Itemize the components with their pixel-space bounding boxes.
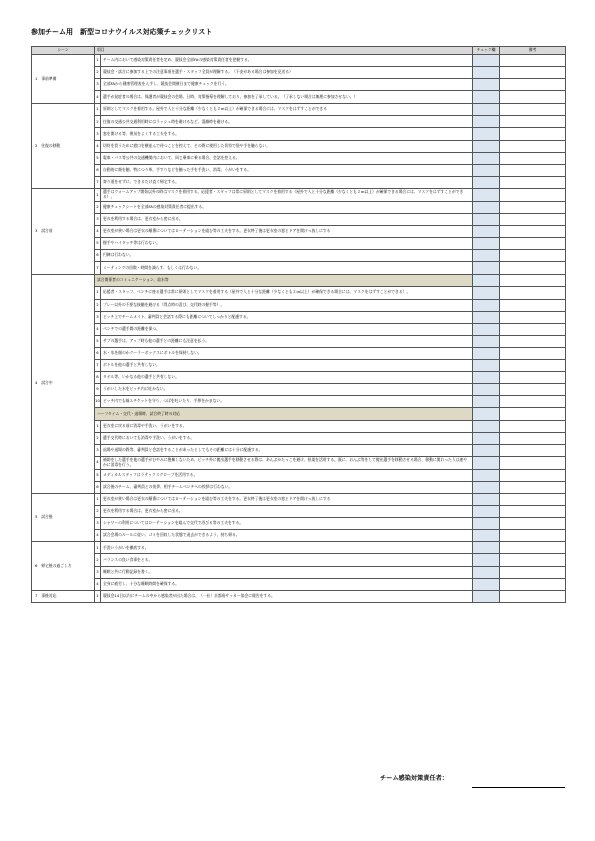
item-number: 1 (95, 55, 101, 67)
item-text: 原則としてマスクを着用する。屋外で人と十分な距離（少なくとも２ｍ以上）が確保できる場合には、マスクをはずすことができる (101, 104, 473, 116)
item-text: 選手交代時においても消毒や手洗い、うがいをする。 (101, 432, 473, 444)
note-cell[interactable] (500, 469, 566, 481)
note-cell[interactable] (500, 238, 566, 250)
item-number: 2 (95, 506, 101, 518)
check-cell[interactable] (473, 250, 500, 262)
note-cell[interactable] (500, 188, 566, 201)
note-cell[interactable] (500, 578, 566, 590)
item-text: 補助をした選手を他の選手がむやみに抱擁しないため、ピッチ外に搬出選手を移動させる際は、あんぷかたっこを避け、担架を活用する。既に、おんぶ等をして搬出選手を移動させる場合、移動に関わった人は速やかに消毒を行う。 (101, 456, 473, 469)
table-row (32, 311, 566, 323)
item-number: 10 (95, 396, 101, 408)
item-number: 4 (95, 140, 101, 152)
check-cell[interactable] (473, 347, 500, 359)
item-number: 6 (95, 250, 101, 262)
subheader-row (32, 274, 566, 286)
item-text: ベンチでの選手間の距離を保つ。 (101, 323, 473, 335)
check-cell[interactable] (473, 590, 500, 602)
item-text: 往復の交通公共交通利用時にはラッシュ時を避けるなど、混雑時を避ける。 (101, 116, 473, 128)
item-text: 選手はウォームアップ開始以外の時はマスクを着用する。応援者・スタッフは常に原則としてマスクを着用する（屋外で人と十分な距離（少なくとも２ｍ以上）が確保できる場合には、マスクをはずすことができる）。 (101, 188, 473, 201)
item-number: 2 (95, 432, 101, 444)
check-cell[interactable] (473, 311, 500, 323)
check-cell[interactable] (473, 542, 500, 554)
table-row (32, 554, 566, 566)
document-title: 参加チーム用 新型コロナウイルス対応策チェックリスト (31, 28, 213, 36)
item-number: 2 (95, 116, 101, 128)
item-text: 切符を買うために窓口を横並んで待つことを控えて、その際に使用した切符で袋や手を触らない。 (101, 140, 473, 152)
note-cell[interactable] (500, 408, 566, 420)
check-cell[interactable] (473, 494, 500, 506)
item-number: 1 (95, 188, 101, 201)
item-number: 2 (95, 299, 101, 311)
item-number: 3 (95, 214, 101, 226)
table-row (32, 128, 566, 140)
check-cell[interactable] (473, 286, 500, 299)
item-text: 手洗いうがいを徹底する。 (101, 542, 473, 554)
item-text: タオル等、いかなる他の選手と共有しない。 (101, 372, 473, 384)
note-cell[interactable] (500, 55, 566, 67)
table-row (32, 494, 566, 506)
item-text: ピッチ上でチームメイト、審判員と会話する際にも距離についてしっかりと配慮する。 (101, 311, 473, 323)
note-cell[interactable] (500, 518, 566, 530)
table-row (32, 201, 566, 213)
note-cell[interactable] (500, 226, 566, 238)
check-cell[interactable] (473, 578, 500, 590)
note-cell[interactable] (500, 323, 566, 335)
note-cell[interactable] (500, 116, 566, 128)
check-cell[interactable] (473, 67, 500, 79)
check-cell[interactable] (473, 299, 500, 311)
item-text: メディカルスタッフはラテックスグローブを活用する。 (101, 469, 473, 481)
item-number: 3 (95, 311, 101, 323)
note-cell[interactable] (500, 79, 566, 91)
check-cell[interactable] (473, 456, 500, 469)
table-row (32, 262, 566, 274)
item-number: 5 (95, 469, 101, 481)
item-number: 2 (95, 67, 101, 79)
note-cell[interactable] (500, 67, 566, 79)
item-number: 1 (95, 542, 101, 554)
check-cell[interactable] (473, 91, 500, 104)
table-row (32, 506, 566, 518)
check-cell[interactable] (473, 420, 500, 432)
note-cell[interactable] (500, 347, 566, 359)
scene-label: 6 帰宅後の過ごし方 (32, 542, 95, 590)
note-cell[interactable] (500, 542, 566, 554)
note-cell[interactable] (500, 311, 566, 323)
item-number: 7 (95, 176, 101, 188)
item-number: 3 (95, 444, 101, 456)
item-number: 6 (95, 164, 101, 176)
check-cell[interactable] (473, 481, 500, 493)
check-cell[interactable] (473, 530, 500, 542)
table-row (32, 238, 566, 250)
table-row (32, 214, 566, 226)
note-cell[interactable] (500, 566, 566, 578)
check-cell[interactable] (473, 360, 500, 372)
table-row (32, 250, 566, 262)
table-row (32, 299, 566, 311)
check-cell[interactable] (473, 432, 500, 444)
scene-label: 5 試合後 (32, 494, 95, 542)
item-text: 寄り道をせずに、できるだけ直ぐ帰宅する。 (101, 176, 473, 188)
table-row (32, 91, 566, 104)
item-text: チーム内において感染対策責任者を定め、競技会全部FAの感染対策責任者を把握する。 (101, 55, 473, 67)
note-cell[interactable] (500, 201, 566, 213)
note-cell[interactable] (500, 530, 566, 542)
note-cell[interactable] (500, 444, 566, 456)
check-cell[interactable] (473, 238, 500, 250)
item-text: サブの選手は、アップ時も他の選手との距離にも注意を払う。 (101, 335, 473, 347)
item-text: 睡眠と共に行動記録を書く。 (101, 566, 473, 578)
scene-label: 3 試合前 (32, 188, 95, 274)
item-text: シャワーの利用についてはローテーションを組んで交代で浴びる等の工夫をする。 (101, 518, 473, 530)
item-number: 4 (95, 578, 101, 590)
check-cell[interactable] (473, 201, 500, 213)
item-number: 1 (95, 420, 101, 432)
table-row (32, 590, 566, 602)
item-text: 競技会14日以内にチームの中から感染者が出た場合は、（一社）京都府サッカー協会に報告をする。 (101, 590, 473, 602)
note-cell[interactable] (500, 432, 566, 444)
header-scene: シーン (32, 47, 95, 55)
note-cell[interactable] (500, 420, 566, 432)
check-cell[interactable] (473, 116, 500, 128)
table-row (32, 140, 566, 152)
check-cell[interactable] (473, 335, 500, 347)
item-text: バランスの良い食事をとる。 (101, 554, 473, 566)
item-number: 3 (95, 128, 101, 140)
note-cell[interactable] (500, 335, 566, 347)
note-cell[interactable] (500, 494, 566, 506)
note-cell[interactable] (500, 506, 566, 518)
check-cell[interactable] (473, 323, 500, 335)
check-cell[interactable] (473, 214, 500, 226)
table-row (32, 55, 566, 67)
table-row (32, 566, 566, 578)
table-row (32, 79, 566, 91)
note-cell[interactable] (500, 286, 566, 299)
item-number: 6 (95, 347, 101, 359)
item-number: 5 (95, 335, 101, 347)
check-cell[interactable] (473, 152, 500, 164)
note-cell[interactable] (500, 372, 566, 384)
item-number: 4 (95, 323, 101, 335)
check-cell[interactable] (473, 518, 500, 530)
table-row (32, 323, 566, 335)
item-number: 1 (95, 494, 101, 506)
check-cell[interactable] (473, 372, 500, 384)
note-cell[interactable] (500, 164, 566, 176)
checklist-table (31, 46, 566, 603)
header-note: 備考 (500, 47, 566, 55)
check-cell[interactable] (473, 384, 500, 396)
table-row (32, 420, 566, 432)
item-text: 電車・バス等公共の交通機関内において、同じ乗車に乗る場合、会話を控える。 (101, 152, 473, 164)
table-row (32, 578, 566, 590)
table-row (32, 396, 566, 408)
table-row (32, 360, 566, 372)
note-cell[interactable] (500, 590, 566, 602)
check-cell[interactable] (473, 566, 500, 578)
check-cell[interactable] (473, 262, 500, 274)
item-number: 3 (95, 566, 101, 578)
item-number: 6 (95, 481, 101, 493)
check-cell[interactable] (473, 444, 500, 456)
table-row (32, 164, 566, 176)
item-text: 更衣室に戻る前に消毒や手洗い、うがいをする。 (101, 420, 473, 432)
check-cell[interactable] (473, 176, 500, 188)
check-cell[interactable] (473, 140, 500, 152)
subsection-label: 試合関係者のコミュニケーション、給水等 (95, 274, 473, 286)
check-cell[interactable] (473, 55, 500, 67)
check-cell[interactable] (473, 274, 500, 286)
item-text: 全部FAから健康管理表を入手し、競技会開催日まで健康チェックを行う。 (101, 79, 473, 91)
note-cell[interactable] (500, 91, 566, 104)
note-cell[interactable] (500, 214, 566, 226)
table-row (32, 384, 566, 396)
scene-label: 2 往復の移動 (32, 104, 95, 189)
note-cell[interactable] (500, 140, 566, 152)
header-check: チェック欄 (473, 47, 500, 55)
note-cell[interactable] (500, 481, 566, 493)
item-number: 7 (95, 262, 101, 274)
table-row (32, 104, 566, 116)
item-text: 水・氷を個のかクーラーボックスにボトルを保持しない。 (101, 347, 473, 359)
checklist-body (32, 55, 566, 603)
check-cell[interactable] (473, 188, 500, 201)
item-text: 全身に疲労し、十分な睡眠時間を確保する。 (101, 578, 473, 590)
item-number: 4 (95, 530, 101, 542)
item-number: 8 (95, 372, 101, 384)
table-row (32, 176, 566, 188)
table-row (32, 67, 566, 79)
item-text: 円陣は行わない。 (101, 250, 473, 262)
table-row (32, 286, 566, 299)
note-cell[interactable] (500, 274, 566, 286)
item-text: 更衣を利用する場合は、更衣室から密に出る。 (101, 506, 473, 518)
check-cell[interactable] (473, 506, 500, 518)
note-cell[interactable] (500, 299, 566, 311)
scene-label: 1 事前準備 (32, 55, 95, 104)
item-number: 3 (95, 79, 101, 91)
table-row (32, 372, 566, 384)
item-number: 2 (95, 554, 101, 566)
item-text: 自動的に顔を触、特につり革、手すりなどを触った手を手洗い、消毒、うがいをする。 (101, 164, 473, 176)
table-row (32, 347, 566, 359)
item-text: ピッチ内でも咳エチケットを守り、つばを吐いたり、手鼻をかまない。 (101, 396, 473, 408)
table-row (32, 432, 566, 444)
item-text: 更衣を利用する場合は、更衣室から密に出る。 (101, 214, 473, 226)
item-text: 選手が発症者の場合は、保護者が競技会の会場、日時、対策指導を理解しており、参加を了承している。（了承しない場合は無理に参加させない。） (101, 91, 473, 104)
check-cell[interactable] (473, 128, 500, 140)
item-text: 更衣室が狭い場合は更衣の順番についてはローテーションを組む等の工夫をする。更衣終了後は更衣室の窓とドアを開けっ放しにする (101, 494, 473, 506)
item-number: 5 (95, 152, 101, 164)
check-cell[interactable] (473, 104, 500, 116)
note-cell[interactable] (500, 152, 566, 164)
table-row (32, 226, 566, 238)
table-row (32, 188, 566, 201)
note-cell[interactable] (500, 262, 566, 274)
item-number: 9 (95, 384, 101, 396)
item-text: 握手やハイタッチ等は行わない。 (101, 238, 473, 250)
note-cell[interactable] (500, 384, 566, 396)
item-number: 1 (95, 286, 101, 299)
table-row (32, 456, 566, 469)
table-row (32, 444, 566, 456)
check-cell[interactable] (473, 408, 500, 420)
item-number: 3 (95, 518, 101, 530)
item-number: 7 (95, 360, 101, 372)
item-text: うがいした水をピッチ内に吐かない。 (101, 384, 473, 396)
item-text: 健康チェックシートを全部FAの感染対策責任者に提出する。 (101, 201, 473, 213)
check-cell[interactable] (473, 79, 500, 91)
item-number: 1 (95, 104, 101, 116)
check-cell[interactable] (473, 554, 500, 566)
item-text: 退場や退場の際等、審判員と会話をすることがあったとしてもその距離には十分に配慮する。 (101, 444, 473, 456)
subheader-row (32, 408, 566, 420)
note-cell[interactable] (500, 128, 566, 140)
table-row (32, 542, 566, 554)
signature-line[interactable] (472, 787, 565, 788)
item-number: 4 (95, 226, 101, 238)
item-text: 更衣室が狭い場合は更衣の順番についてはローテーションを組む等の工夫をする。更衣終了後は更衣室の窓とドアを開けっ放しにする (101, 226, 473, 238)
item-number: 1 (95, 590, 101, 602)
item-text: プレー以外の不要な接触を避ける（得点時の喜び、交代時の握手等）。 (101, 299, 473, 311)
table-row (32, 469, 566, 481)
item-text: 試合会場のルールに従い、ゴミを回収した状態で退去ができるよう、持ち帰る。 (101, 530, 473, 542)
item-text: ボトルを他の選手と共有しない。 (101, 360, 473, 372)
note-cell[interactable] (500, 104, 566, 116)
table-row (32, 152, 566, 164)
check-cell[interactable] (473, 226, 500, 238)
item-text: 試合後のチーム、審判員との挨拶、相手チームベンチへの挨拶は行わない。 (101, 481, 473, 493)
item-number: 2 (95, 201, 101, 213)
item-number: 5 (95, 238, 101, 250)
table-row (32, 481, 566, 493)
item-text: 窓を開ける等、換気をよくする工夫をする。 (101, 128, 473, 140)
header-row (32, 47, 566, 55)
note-cell[interactable] (500, 360, 566, 372)
item-text: ミーティングの回数・時間を減らす、もしくは行わない。 (101, 262, 473, 274)
check-cell[interactable] (473, 469, 500, 481)
table-row (32, 530, 566, 542)
scene-label: 7 事後対応 (32, 590, 95, 602)
subsection-label: ハーフタイム・交代・退場時、試合終了時の対応 (95, 408, 473, 420)
note-cell[interactable] (500, 176, 566, 188)
note-cell[interactable] (500, 456, 566, 469)
note-cell[interactable] (500, 554, 566, 566)
note-cell[interactable] (500, 396, 566, 408)
item-text: 応援者・スタッフ、ベンチに座る選手は常に原則としてマスクを着用する（屋外で人と十分な距離（少なくとも２ｍ以上）が確保できる場合には、マスクをはずすことができる）。 (101, 286, 473, 299)
item-number: 4 (95, 456, 101, 469)
table-row (32, 116, 566, 128)
item-text: 競技会・試合に参加する上での注意事項を選手・スタッフ全員が理解する。（不安がある場合は参加を見送る） (101, 67, 473, 79)
signature-label: チーム感染対策責任者： (380, 775, 449, 782)
scene-label: 4 試合中 (32, 274, 95, 494)
table-row (32, 335, 566, 347)
item-number: 4 (95, 91, 101, 104)
header-item: 項目 (95, 47, 473, 55)
check-cell[interactable] (473, 164, 500, 176)
table-row (32, 518, 566, 530)
note-cell[interactable] (500, 250, 566, 262)
check-cell[interactable] (473, 396, 500, 408)
